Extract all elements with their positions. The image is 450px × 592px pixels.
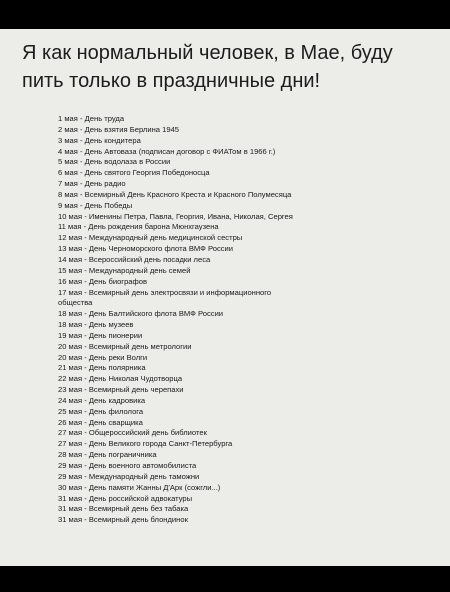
holiday-item: 25 мая - День филолога: [58, 406, 144, 416]
holiday-item: 22 мая - День Николая Чудотворца: [58, 374, 183, 384]
holiday-item: 20 мая - День реки Волги: [58, 352, 148, 362]
top-black-bar: [0, 0, 450, 29]
holiday-item: 8 мая - Всемирный День Красного Креста и Красного Полумесяца: [58, 189, 292, 199]
holiday-item: 27 мая - Общероссийский день библиотек: [58, 428, 207, 438]
holiday-item: 30 мая - День памяти Жанны Д'Арк (сожгли...): [58, 482, 221, 492]
holiday-item: 29 мая - Международный день таможни: [58, 471, 200, 481]
holiday-item: 16 мая - День биографов: [58, 276, 148, 286]
holiday-item: 14 мая - Всероссийский день посадки леса: [58, 254, 211, 264]
holiday-item: 18 мая - День Балтийского флота ВМФ России: [58, 309, 224, 319]
headline: Я как нормальный человек, в Мае, буду пить только в праздничные дни!: [22, 42, 393, 92]
holiday-item: 2 мая - День взятия Берлина 1945: [58, 124, 180, 134]
holiday-item: 28 мая - День пограничника: [58, 450, 157, 460]
holiday-item: 21 мая - День полярника: [58, 363, 146, 373]
holiday-item: общества: [58, 298, 93, 308]
holiday-item: 31 мая - День российской адвокатуры: [58, 493, 193, 503]
holiday-item: 24 мая - День кадровика: [58, 395, 146, 405]
holiday-item: 9 мая - День Победы: [58, 200, 133, 210]
holiday-item: 26 мая - День сварщика: [58, 417, 143, 427]
holiday-item: 13 мая - День Черноморского флота ВМФ России: [58, 244, 234, 254]
holiday-item: 17 мая - Всемирный день электросвязи и информационного: [58, 287, 272, 297]
holiday-item: 27 мая - День Великого города Санкт-Петербурга: [58, 439, 233, 449]
holiday-item: 1 мая - День труда: [58, 114, 125, 123]
holiday-item: 5 мая - День водолаза в России: [58, 157, 171, 167]
holiday-item: 15 мая - Международный день семей: [58, 265, 191, 275]
holiday-item: 7 мая - День радио: [58, 179, 126, 189]
holiday-item: 3 мая - День кондитера: [58, 135, 141, 145]
holiday-item: 31 мая - Всемирный день без табака: [58, 504, 189, 514]
holiday-item: 11 мая - День рождения барона Мюнхгаузена: [58, 222, 219, 232]
holiday-item: 23 мая - Всемирный день черепахи: [58, 385, 184, 395]
holiday-item: 10 мая - Именины Петра, Павла, Георгия, Ивана, Николая, Сергея: [58, 211, 293, 221]
meme-card: [0, 29, 450, 566]
holiday-item: 29 мая - День военного автомобилиста: [58, 461, 197, 470]
holiday-item: 12 мая - Международный день медицинской сестры: [58, 233, 243, 243]
holiday-item: 4 мая - День Автоваза (подписан договор с ФИАТом в 1966 г.): [58, 146, 276, 156]
holiday-item: 6 мая - День святого Георгия Победоносца: [58, 168, 210, 178]
holiday-item: 18 мая - День музеев: [58, 320, 134, 330]
holiday-list: [58, 114, 388, 526]
holiday-item: 19 мая - День пионерии: [58, 330, 143, 340]
holiday-item: 31 мая - Всемирный день блондинок: [58, 515, 188, 525]
holiday-item: 20 мая - Всемирный день метрологии: [58, 341, 192, 351]
bottom-black-bar: [0, 566, 450, 592]
